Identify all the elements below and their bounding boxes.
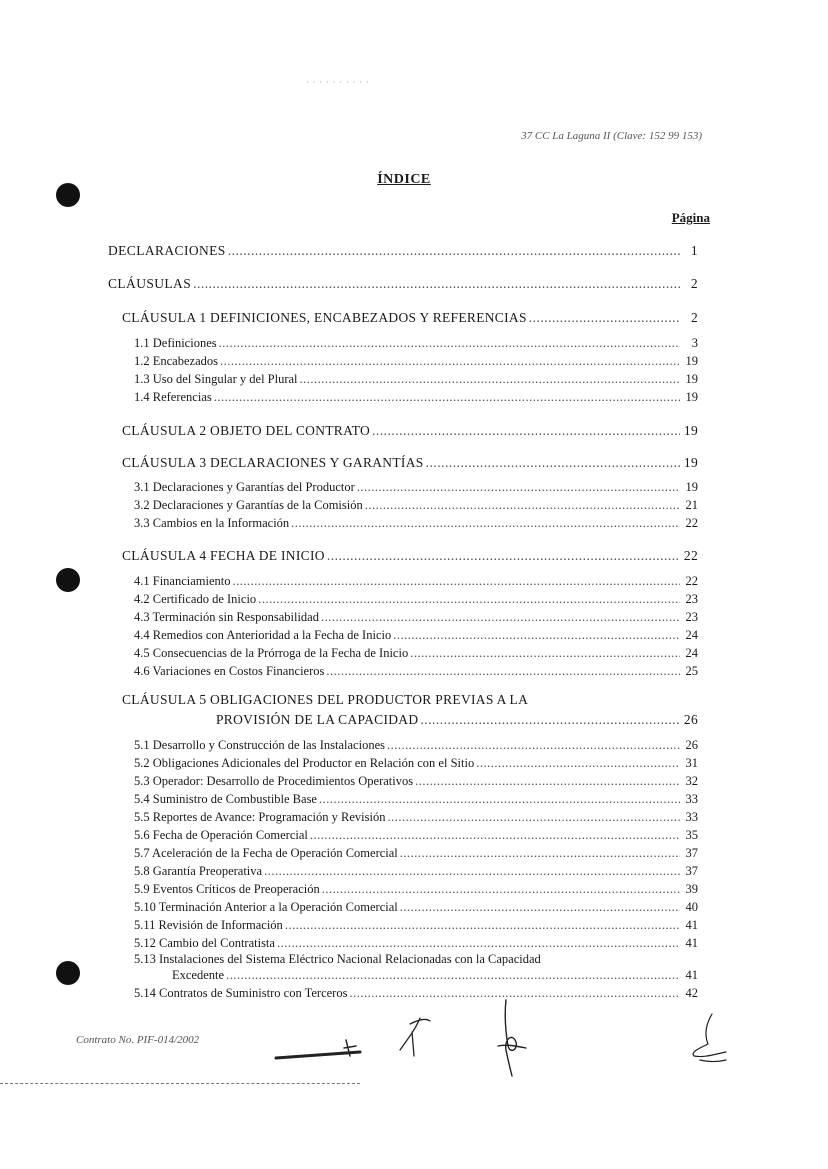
toc-page: 1 [690, 243, 698, 258]
toc-page: 19 [685, 354, 698, 368]
toc-page: 26 [685, 738, 698, 752]
toc-label: CLÁUSULA 3 DECLARACIONES Y GARANTÍAS [122, 455, 424, 470]
toc-label: 1.1 Definiciones [134, 336, 217, 350]
toc-label: 5.7 Aceleración de la Fecha de Operación Comercial [134, 846, 398, 860]
toc-entry [134, 610, 698, 625]
top-mark: · · · · · · · · · · [306, 78, 370, 87]
toc-page: 2 [690, 276, 698, 291]
footer-rule [0, 1083, 360, 1084]
toc-label: 5.1 Desarrollo y Construcción de las Instalaciones [134, 738, 385, 752]
toc-label: 4.1 Financiamiento [134, 574, 231, 588]
toc-page: 23 [685, 610, 698, 624]
toc-entry [172, 968, 698, 983]
toc-entry [134, 882, 698, 897]
toc-label: 3.1 Declaraciones y Garantías del Productor [134, 480, 355, 494]
toc-page: 22 [683, 548, 698, 563]
toc-page: 19 [685, 480, 698, 494]
toc-page: 37 [685, 864, 698, 878]
toc-label: CLÁUSULAS [108, 276, 192, 291]
toc-label: CLÁUSULA 5 OBLIGACIONES DEL PRODUCTOR PREVIAS A LA [122, 692, 529, 707]
toc-entry [134, 900, 698, 915]
toc-entry [134, 480, 698, 495]
toc-label: CLÁUSULA 4 FECHA DE INICIO [122, 548, 325, 563]
toc-label: 5.9 Eventos Críticos de Preoperación [134, 882, 320, 896]
toc-entry [122, 423, 698, 439]
toc-entry [134, 336, 698, 351]
toc-entry [134, 646, 698, 661]
toc-page: 22 [685, 574, 698, 588]
toc-entry [134, 516, 698, 531]
toc-page: 3 [691, 336, 698, 350]
toc-entry [134, 846, 698, 861]
toc-label: 4.5 Consecuencias de la Prórroga de la Fecha de Inicio [134, 646, 409, 660]
toc-label: 5.8 Garantía Preoperativa [134, 864, 263, 878]
page-title: ÍNDICE [377, 172, 431, 187]
toc-label: 4.6 Variaciones en Costos Financieros [134, 664, 325, 678]
toc-page: 37 [685, 846, 698, 860]
toc-entry [122, 548, 698, 564]
toc-label: 4.3 Terminación sin Responsabilidad [134, 610, 319, 624]
toc-entry [134, 918, 698, 933]
toc-page: 25 [685, 664, 698, 678]
toc-label: 5.4 Suministro de Combustible Base [134, 792, 317, 806]
toc-page: 22 [685, 516, 698, 530]
toc-entry [134, 774, 698, 789]
toc-label-continuation: PROVISIÓN DE LA CAPACIDAD [216, 712, 419, 727]
contract-number: Contrato No. PIF-014/2002 [76, 1034, 200, 1046]
toc-entry [134, 738, 698, 753]
toc-page: 41 [685, 968, 698, 982]
toc-page: 35 [685, 828, 698, 842]
toc-page: 33 [685, 810, 698, 824]
signatures [260, 988, 740, 1078]
toc-page: 19 [683, 423, 698, 438]
toc-page: 33 [685, 792, 698, 806]
toc-page: 41 [685, 918, 698, 932]
toc-entry [134, 810, 698, 825]
toc-label: 3.3 Cambios en la Información [134, 516, 290, 530]
toc-entry [134, 390, 698, 405]
toc-label: 1.2 Encabezados [134, 354, 218, 368]
toc-page: 21 [685, 498, 698, 512]
toc-entry [134, 756, 698, 771]
toc-label: 5.6 Fecha de Operación Comercial [134, 828, 308, 842]
toc-entry [134, 936, 698, 951]
toc-entry [134, 592, 698, 607]
toc-label: 4.2 Certificado de Inicio [134, 592, 257, 606]
toc-page: 32 [685, 774, 698, 788]
signature-stroke [276, 1052, 360, 1058]
toc-entry [216, 712, 698, 728]
toc-page: 39 [685, 882, 698, 896]
toc-entry [122, 455, 698, 471]
toc-label: 5.10 Terminación Anterior a la Operación Comercial [134, 900, 398, 914]
punch-hole [56, 961, 80, 985]
toc-page: 40 [685, 900, 698, 914]
toc-page: 19 [685, 372, 698, 386]
toc-page: 2 [690, 310, 698, 325]
toc-page: 19 [685, 390, 698, 404]
toc-label: 5.12 Cambio del Contratista [134, 936, 275, 950]
header-reference: 37 CC La Laguna II (Clave: 152 99 153) [521, 130, 702, 142]
toc-label-continuation: Excedente [172, 968, 225, 982]
toc-label: CLÁUSULA 1 DEFINICIONES, ENCABEZADOS Y REFERENCIAS [122, 310, 527, 325]
toc-entry [134, 574, 698, 589]
toc-entry [134, 372, 698, 387]
punch-hole [56, 568, 80, 592]
signature-stroke [400, 1018, 430, 1056]
toc-entry [134, 792, 698, 807]
toc-page: 23 [685, 592, 698, 606]
toc-label: 3.2 Declaraciones y Garantías de la Comisión [134, 498, 363, 512]
toc-entry [108, 243, 698, 259]
toc-entry [134, 498, 698, 513]
toc-entry [122, 310, 698, 326]
toc-page: 41 [685, 936, 698, 950]
toc-entry [134, 664, 698, 679]
toc-entry [108, 276, 698, 292]
toc-label: CLÁUSULA 2 OBJETO DEL CONTRATO [122, 423, 371, 438]
toc-page: 26 [683, 712, 698, 727]
toc-entry [134, 864, 698, 879]
toc-page: 24 [685, 628, 698, 642]
toc-page: 24 [685, 646, 698, 660]
toc-label: 1.4 Referencias [134, 390, 212, 404]
toc-label: 5.14 Contratos de Suministro con Terceros [134, 986, 348, 1000]
toc-entry [134, 828, 698, 843]
signature-stroke [498, 1000, 526, 1076]
toc-label: 5.13 Instalaciones del Sistema Eléctrico Nacional Relacionadas con la Capacidad [134, 952, 541, 966]
toc-label: DECLARACIONES [108, 243, 226, 258]
page-column-label: Página [671, 210, 710, 225]
toc-label: 1.3 Uso del Singular y del Plural [134, 372, 298, 386]
toc-page: 19 [683, 455, 698, 470]
toc-page: 42 [685, 986, 698, 1000]
toc-entry [134, 628, 698, 643]
toc-label: 5.11 Revisión de Información [134, 918, 283, 932]
toc-label: 5.2 Obligaciones Adicionales del Productor en Relación con el Sitio [134, 756, 475, 770]
toc-page: 31 [685, 756, 698, 770]
toc-entry [134, 354, 698, 369]
toc-label: 4.4 Remedios con Anterioridad a la Fecha de Inicio [134, 628, 392, 642]
toc-label: 5.3 Operador: Desarrollo de Procedimientos Operativos [134, 774, 414, 788]
signature-stroke [693, 1014, 726, 1062]
toc-label: 5.5 Reportes de Avance: Programación y Revisión [134, 810, 386, 824]
